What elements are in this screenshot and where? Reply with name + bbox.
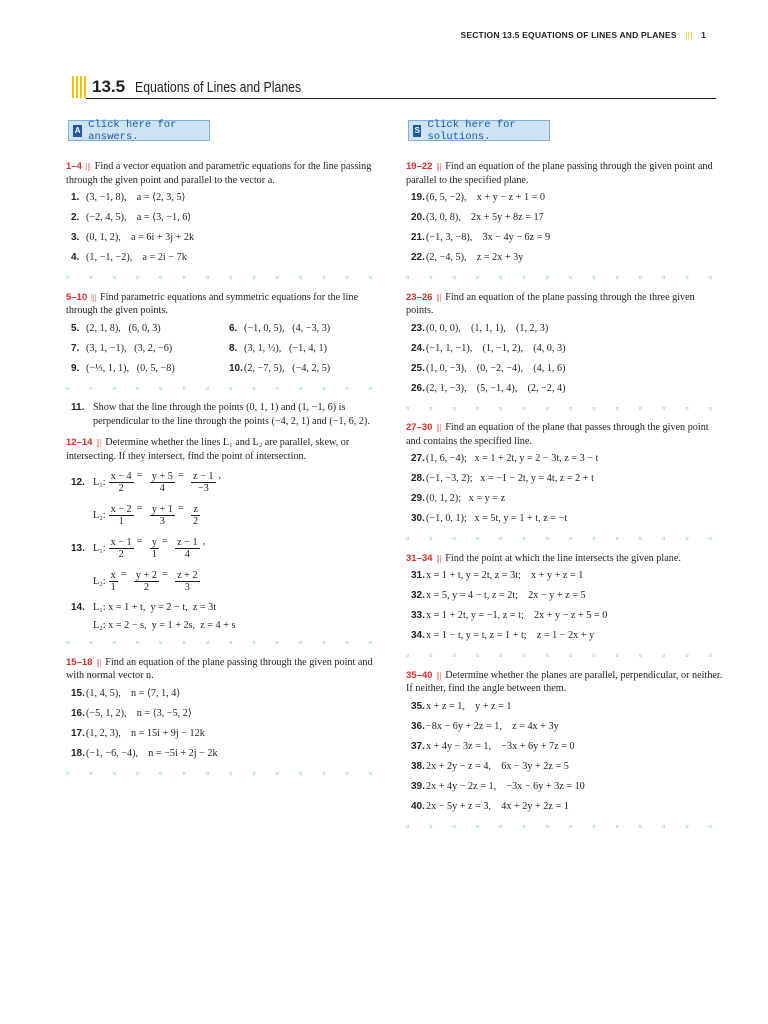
divider: ▫ ▫ ▫ ▫ ▫ ▫ ▫ ▫ ▫ ▫ ▫ ▫ ▫ ▫ [66, 767, 372, 778]
exercise-text: (−1, −6, −4), n = −5i + 2j − 2k [86, 747, 218, 759]
exercise-item [411, 609, 724, 625]
exercise-text: x + 4y − 3z = 1, −3x + 6y + 7z = 0 [426, 740, 575, 752]
exercise-item [229, 322, 382, 338]
exercise-text: x = 1 + t, y = 2t, z = 3t; x + y + z = 1 [426, 570, 584, 581]
answers-badge-icon: A [74, 126, 81, 135]
exercise-number: 6. [229, 322, 238, 334]
exercise-number: 33. [411, 610, 425, 621]
exercise-item [71, 231, 384, 247]
exercise-number: 10. [229, 362, 243, 374]
exercise-number: 1. [71, 192, 80, 203]
exercise-text: (−2, 4, 5), a = ⟨3, −1, 6⟩ [86, 212, 192, 223]
exercise-item [71, 251, 384, 267]
heading-bars-icon [72, 76, 86, 98]
exercise-item [411, 700, 724, 716]
exercise-item [411, 720, 724, 736]
divider: ▫ ▫ ▫ ▫ ▫ ▫ ▫ ▫ ▫ ▫ ▫ ▫ ▫ ▫ [66, 382, 372, 393]
exercise-item [411, 512, 724, 528]
exercise-text: (3, 1, ½), (−1, 4, 1) [244, 342, 327, 354]
exercise-text: (−1, 0, 5), (4, −3, 3) [244, 322, 331, 334]
divider: ▫ ▫ ▫ ▫ ▫ ▫ ▫ ▫ ▫ ▫ ▫ ▫ ▫ ▫ [406, 272, 712, 282]
exercise-number: 25. [411, 362, 425, 374]
exercise-number: 28. [411, 473, 425, 484]
heading-rule [86, 98, 716, 99]
divider: ▫ ▫ ▫ ▫ ▫ ▫ ▫ ▫ ▫ ▫ ▫ ▫ ▫ ▫ [66, 637, 372, 647]
exercise-number: 18. [71, 747, 85, 759]
exercise-text: (−1, 3, −8), 3x − 4y − 6z = 9 [426, 232, 551, 243]
exercise-item [411, 589, 724, 605]
exercise-14-l2: L₂: x = 2 − s, y = 1 + 2s, z = 4 + s [93, 619, 236, 631]
exercise-text: (−1, −3, 2); x = −1 − 2t, y = 4t, z = 2 + t [426, 473, 594, 484]
solutions-badge-icon: S [414, 126, 420, 135]
exercise-item [71, 747, 384, 763]
exercise-text: (0, 0, 0), (1, 1, 1), (1, 2, 3) [426, 322, 549, 334]
exercise-text: x = 1 + 2t, y = −1, z = t; 2x + y − z + 5 = 0 [426, 610, 608, 621]
instructions-23-26: 23–26 ||| Find an equation of the plane passing through the three given points. [406, 291, 695, 316]
exercise-text: (2, 1, 8), (6, 0, 3) [86, 322, 161, 334]
instructions-31-34: 31–34 ||| Find the point at which the line intersects the given plane. [406, 552, 681, 564]
exercise-12-l2: L₂: $\frac{x - 2}{1}$ = $\frac{y + 1}{3}$ = $\frac{z}{2}$ [93, 503, 199, 527]
exercise-text: x = 1 − t, y = t, z = 1 + t; z = 1 − 2x + y [426, 630, 595, 641]
exercise-item [71, 362, 224, 378]
exercise-item [71, 342, 224, 358]
left-column [66, 160, 384, 786]
exercise-text: x = 5, y = 4 − t, z = 2t; 2x − y + z = 5 [426, 590, 586, 601]
solutions-link[interactable] [408, 120, 550, 141]
exercise-number: 5. [71, 322, 80, 334]
exercise-item [71, 211, 384, 227]
exercise-item [229, 342, 382, 358]
exercise-text: (0, 1, 2); x = y = z [426, 493, 506, 504]
exercise-text: (1, −1, −2), a = 2i − 7k [86, 252, 187, 263]
exercise-number: 27. [411, 453, 425, 464]
exercise-text: (−1, 0, 1); x = 5t, y = 1 + t, z = −t [426, 513, 568, 524]
exercise-number: 16. [71, 707, 85, 719]
exercise-text: (3, 0, 8), 2x + 5y + 8z = 17 [426, 212, 544, 223]
right-column [406, 160, 724, 839]
exercise-number: 34. [411, 630, 425, 641]
exercise-number: 7. [71, 342, 80, 354]
exercise-14-l1: 14. L₁: x = 1 + t, y = 2 − t, z = 3t [71, 602, 217, 613]
exercise-number: 24. [411, 342, 425, 354]
exercise-item [411, 362, 724, 378]
exercise-number: 4. [71, 252, 80, 263]
exercise-number: 2. [71, 212, 80, 223]
running-head [460, 30, 706, 40]
exercise-item [411, 251, 724, 267]
exercise-12-l1: 12. L₁: $\frac{x - 4}{2}$ = $\frac{y + 5}{4}$ = $\frac{z - 1}{-3}$ , [71, 470, 222, 494]
answers-link-label: Click here for answers. [88, 118, 177, 143]
answers-link[interactable] [68, 120, 210, 141]
exercise-number: 23. [411, 322, 425, 334]
exercise-number: 26. [411, 382, 425, 394]
exercise-number: 38. [411, 760, 425, 772]
exercise-text: (2, −7, 5), (−4, 2, 5) [244, 362, 331, 374]
exercise-item [411, 322, 724, 338]
exercise-item [71, 191, 384, 207]
divider: ▫ ▫ ▫ ▫ ▫ ▫ ▫ ▫ ▫ ▫ ▫ ▫ ▫ ▫ [406, 820, 712, 831]
solutions-link-label: Click here for solutions. [427, 118, 516, 143]
exercise-number: 21. [411, 232, 425, 243]
exercise-item [411, 492, 724, 508]
exercise-text: (1, 6, −4); x = 1 + 2t, y = 2 − 3t, z = 3 − t [426, 453, 599, 464]
exercise-text: (1, 2, 3), n = 15i + 9j − 12k [86, 727, 205, 739]
exercise-13-l2: L₂: $\frac{x}{1}$ = $\frac{y + 2}{2}$ = $\frac{z + 2}{3}$ [93, 569, 198, 593]
exercise-number: 9. [71, 362, 80, 374]
exercise-text: 2x − 5y + z = 3, 4x + 2y + 2z = 1 [426, 800, 569, 812]
divider: ▫ ▫ ▫ ▫ ▫ ▫ ▫ ▫ ▫ ▫ ▫ ▫ ▫ ▫ [66, 272, 372, 282]
exercise-number: 22. [411, 252, 425, 263]
exercise-item [411, 780, 724, 796]
exercise-number: 32. [411, 590, 425, 601]
bars-icon: ||| [685, 30, 693, 40]
instructions-35-40: 35–40 ||| Determine whether the planes are parallel, perpendicular, or neither. If neither, find the angle between them. [406, 669, 723, 694]
exercise-number: 20. [411, 212, 425, 223]
section-number: 13.5 [92, 77, 126, 96]
exercise-text: (−1, 1, −1), (1, −1, 2), (4, 0, 3) [426, 342, 566, 354]
exercise-11: 11. Show that the line through the points (0, 1, 1) and (1, −1, 6) is perpendicular to the line through the points (−4, 2, 1) and (−1, 6, 2). [71, 402, 370, 427]
exercise-text: (3, −1, 8), a = ⟨2, 3, 5⟩ [86, 192, 186, 203]
instructions-27-30: 27–30 ||| Find an equation of the plane that passes through the given point and contains the specified line. [406, 422, 709, 447]
exercise-item [411, 472, 724, 488]
exercise-text: (3, 1, −1), (3, 2, −6) [86, 342, 173, 354]
exercise-item [411, 452, 724, 468]
exercise-text: (1, 0, −3), (0, −2, −4), (4, 1, 6) [426, 362, 566, 374]
divider: ▫ ▫ ▫ ▫ ▫ ▫ ▫ ▫ ▫ ▫ ▫ ▫ ▫ ▫ [406, 533, 712, 543]
exercise-number: 8. [229, 342, 238, 354]
section-heading [72, 76, 716, 102]
exercise-text: −8x − 6y + 2z = 1, z = 4x + 3y [426, 720, 559, 732]
exercise-item [71, 322, 224, 338]
exercise-number: 19. [411, 192, 425, 203]
exercise-number: 40. [411, 800, 425, 812]
exercise-item [411, 342, 724, 358]
exercise-13-l1: 13. L₁: $\frac{x - 1}{2}$ = $\frac{y}{1}$ = $\frac{z - 1}{4}$ , [71, 536, 206, 560]
exercise-text: (6, 5, −2), x + y − z + 1 = 0 [426, 192, 545, 203]
exercise-text: 2x + 2y − z = 4, 6x − 3y + 2z = 5 [426, 760, 569, 772]
exercise-item [411, 382, 724, 398]
running-head-section: SECTION 13.5 [460, 30, 520, 40]
instructions-1-4: 1–4 ||| Find a vector equation and parametric equations for the line passing through the given point and parallel to the vector a. [66, 161, 372, 186]
exercise-text: (2, 1, −3), (5, −1, 4), (2, −2, 4) [426, 382, 566, 394]
exercise-item [71, 707, 384, 723]
exercise-text: (1, 4, 5), n = ⟨7, 1, 4⟩ [86, 687, 181, 699]
exercise-number: 37. [411, 740, 425, 752]
exercise-item [411, 231, 724, 247]
exercise-number: 30. [411, 513, 425, 524]
exercise-number: 39. [411, 780, 425, 792]
exercise-number: 17. [71, 727, 85, 739]
exercise-item [411, 740, 724, 756]
exercise-item [229, 362, 382, 378]
exercise-text: x + z = 1, y + z = 1 [426, 700, 512, 712]
exercise-text: (−⅓, 1, 1), (0, 5, −8) [86, 362, 175, 374]
exercise-text: (2, −4, 5), z = 2x + 3y [426, 252, 524, 263]
exercise-number: 29. [411, 493, 425, 504]
section-title: Equations of Lines and Planes [135, 79, 302, 96]
exercise-text: 2x + 4y − 2z = 1, −3x − 6y + 3z = 10 [426, 780, 585, 792]
exercise-number: 35. [411, 700, 425, 712]
exercise-item [411, 760, 724, 776]
exercise-number: 31. [411, 570, 425, 581]
exercise-item [71, 687, 384, 703]
exercise-number: 15. [71, 687, 85, 699]
exercise-item [411, 211, 724, 227]
exercise-number: 36. [411, 720, 425, 732]
instructions-5-10: 5–10 ||| Find parametric equations and symmetric equations for the line through the given points. [66, 291, 358, 316]
running-head-title: EQUATIONS OF LINES AND PLANES [522, 30, 677, 40]
instructions-19-22: 19–22 ||| Find an equation of the plane passing through the given point and parallel to the specified plane. [406, 161, 713, 186]
exercise-item [411, 800, 724, 816]
exercise-item [71, 727, 384, 743]
exercise-number: 3. [71, 232, 80, 243]
exercise-item [411, 191, 724, 207]
exercise-text: (−5, 1, 2), n = ⟨3, −5, 2⟩ [86, 707, 192, 719]
instructions-12-14: 12–14 ||| Determine whether the lines L₁ and L₂ are parallel, skew, or intersecting. If they intersect, find the point of intersection. [66, 437, 350, 462]
exercise-item [411, 569, 724, 585]
divider: ▫ ▫ ▫ ▫ ▫ ▫ ▫ ▫ ▫ ▫ ▫ ▫ ▫ ▫ [406, 402, 712, 413]
exercise-text: (0, 1, 2), a = 6i + 3j + 2k [86, 232, 195, 243]
divider: ▫ ▫ ▫ ▫ ▫ ▫ ▫ ▫ ▫ ▫ ▫ ▫ ▫ ▫ [406, 650, 712, 660]
page-number: 1 [701, 30, 706, 40]
exercise-item [411, 629, 724, 645]
instructions-15-18: 15–18 ||| Find an equation of the plane passing through the given point and with normal vector n. [66, 656, 373, 681]
